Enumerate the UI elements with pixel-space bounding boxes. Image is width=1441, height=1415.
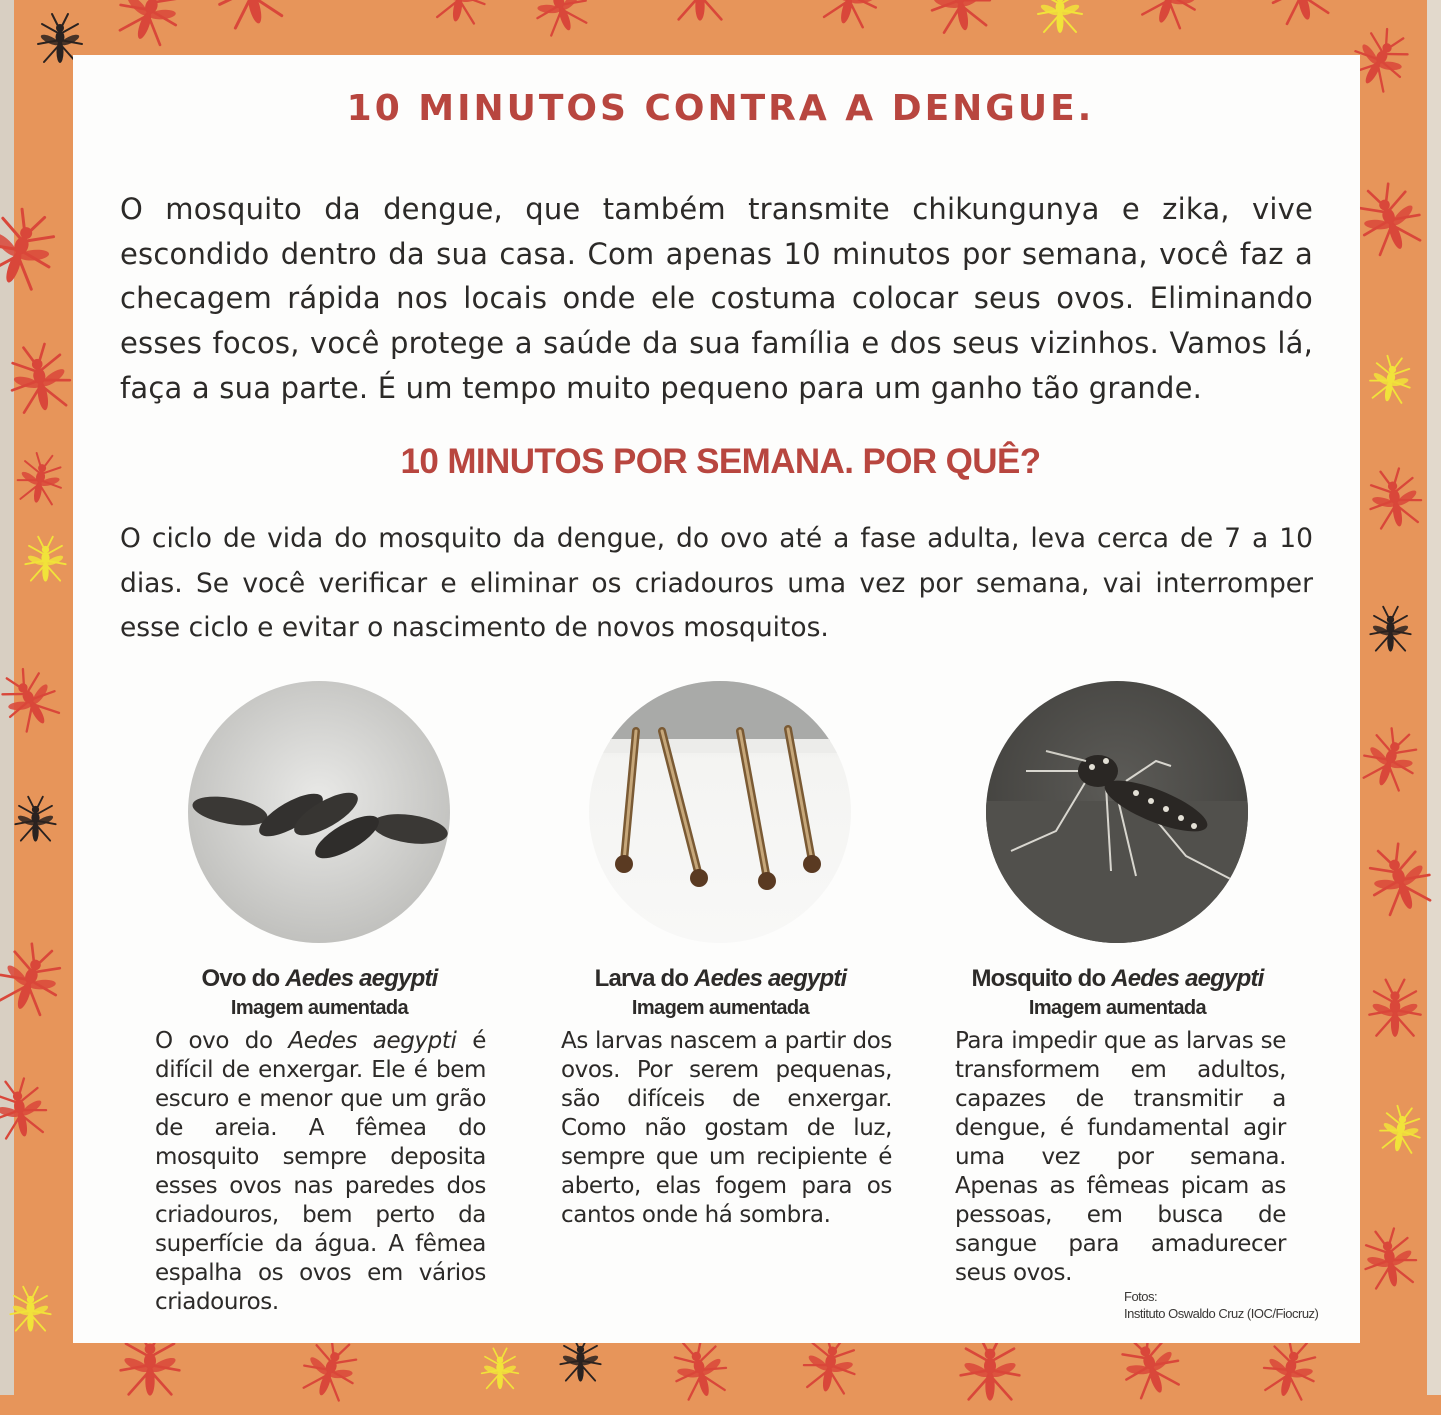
mosquito-silhouette [3,1283,58,1338]
credits-source: Instituto Oswaldo Cruz (IOC/Fiocruz) [1124,1306,1318,1321]
intro-paragraph: O mosquito da dengue, que também transmite chikungunya e zika, vive escondido dentro da sua casa. Com apenas 10 minutos por semana, você faz a checagem rápida nos locais onde ele costuma colocar seus ovos. Eliminando esses focos, você protege a saúde da sua família e dos seus vizinhos. Vamos lá, faça a sua parte. É um tempo muito pequeno para um ganho tão grande. [120,187,1313,411]
mosquito-silhouette [804,0,896,41]
mosquito-silhouette [1349,1219,1430,1300]
mosquito-silhouette [660,0,740,30]
cycle-paragraph: O ciclo de vida do mosquito da dengue, do ovo até a fase adulta, leva cerca de 7 a 10 dias. Se você verificar e eliminar os criadouros uma vez por semana, vai interromper esse ciclo e evitar o nascimento de novos mosquitos. [120,517,1313,651]
mosquito-silhouette [1358,348,1422,412]
mosquito-description: Para impedir que as larvas se transformem em adultos, capazes de transmitir a dengue, é fundamental agir uma vez por semana. Apenas as fêmeas picam as pessoas, em busca de sangue para amadurecer seus ovos. [955,1027,1286,1288]
mosquito-silhouette [419,0,500,36]
mosquito-silhouette [1251,0,1349,39]
mosquito-silhouette [99,0,202,61]
mosquito-silhouette [0,929,81,1032]
larva-caption-subtitle: Imagem aumentada [555,997,886,1020]
photo-credits [1124,1288,1318,1322]
mosquito-silhouette [1368,1098,1432,1162]
egg-photo [188,681,450,943]
egg-caption-title: Ovo do Aedes aegypti [154,965,485,993]
scan-edge-right [1427,0,1441,1395]
mosquito-silhouette [515,0,605,50]
mosquito-silhouette [195,0,305,45]
larva-photo [589,681,851,943]
mosquito-silhouette [0,192,78,307]
mosquito-silhouette [914,0,1007,46]
mosquito-silhouette [1363,603,1418,658]
larva-caption-title: Larva do Aedes aegypti [555,965,886,993]
mosquito-silhouette [1360,975,1430,1045]
mosquito-caption-subtitle: Imagem aumentada [952,997,1283,1020]
section-title: 10 MINUTOS POR SEMANA. POR QUÊ? [0,442,1441,482]
egg-caption-subtitle: Imagem aumentada [154,997,485,1020]
mosquito-silhouette [475,1345,525,1395]
egg-description: O ovo do Aedes aegypti é difícil de enxergar. Ele é bem escuro e menor que um grão de areia. A fêmea do mosquito sempre deposita esses ovos nas paredes dos criadouros, bem perto da superfície da água. A fêmea espalha os ovos em vários criadouros. [155,1027,486,1317]
mosquito-silhouette [18,533,73,588]
mosquito-caption-title: Mosquito do Aedes aegypti [952,965,1283,993]
credits-label: Fotos: [1124,1289,1157,1304]
larva-description: As larvas nascem a partir dos ovos. Por serem pequenas, são difíceis de enxergar. Como não gostam de luz, sempre que um recipiente é aberto, elas fogem para os cantos onde há sombra. [561,1027,892,1230]
mosquito-photo [986,681,1248,943]
mosquito-silhouette [0,1069,61,1150]
mosquito-silhouette [1122,0,1218,43]
mosquito-silhouette [1030,0,1090,40]
mosquito-silhouette [8,793,63,848]
page-title: 10 MINUTOS CONTRA A DENGUE. [0,88,1441,129]
